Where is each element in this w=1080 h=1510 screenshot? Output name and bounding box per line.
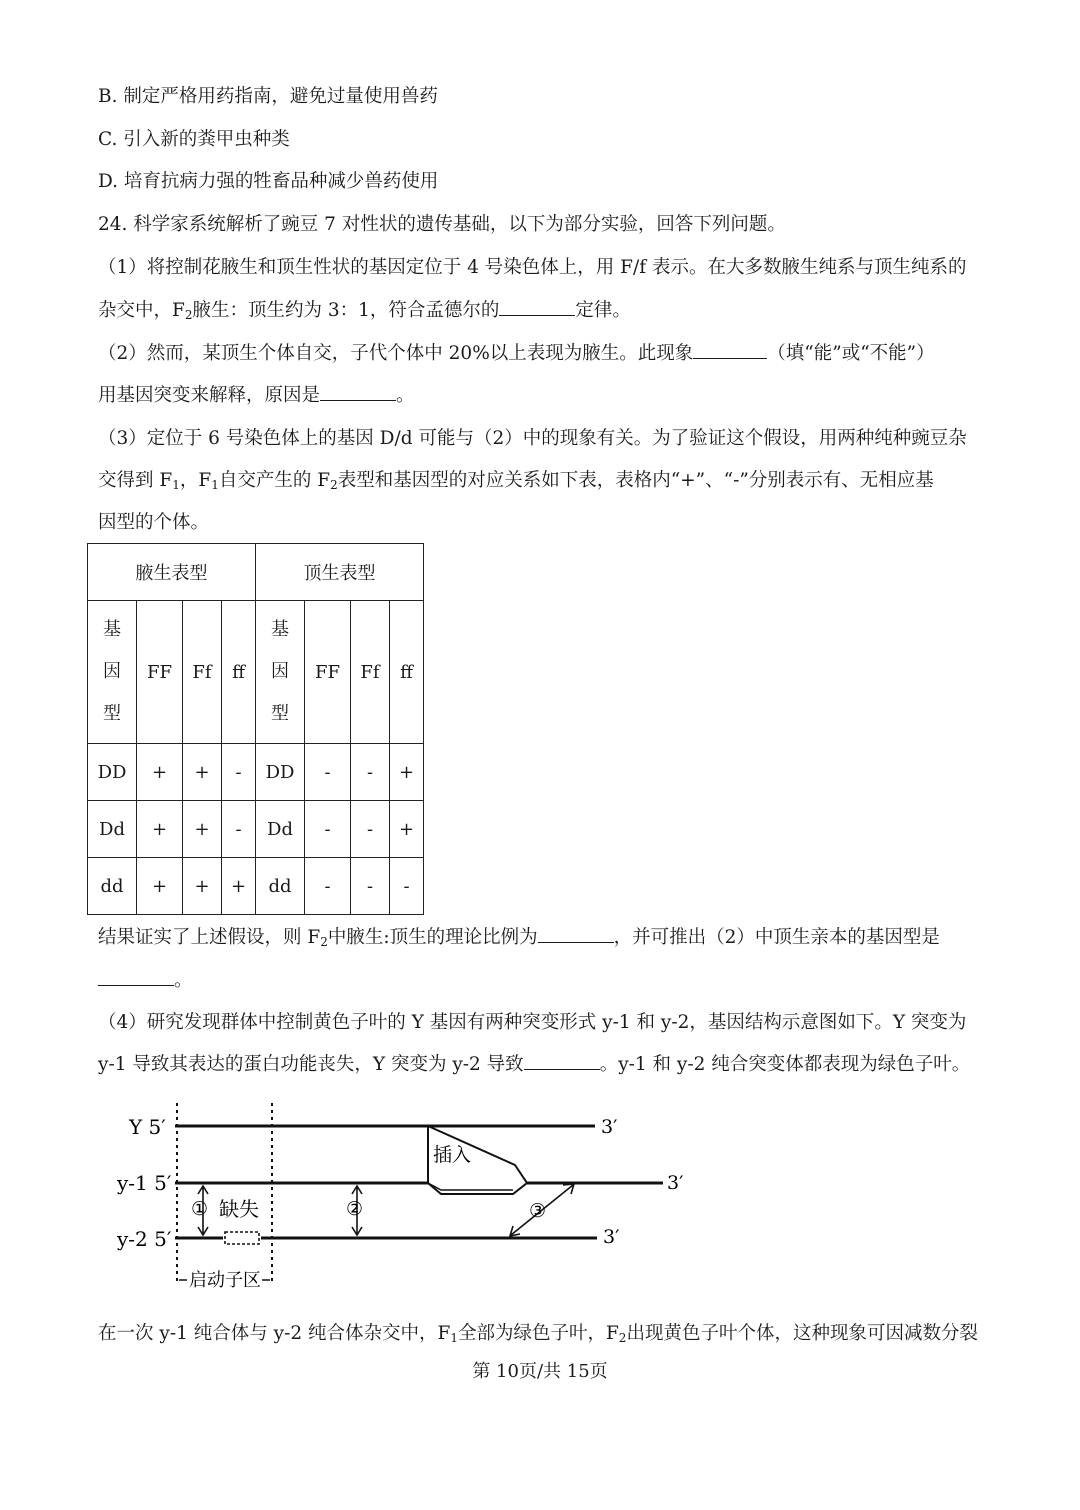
row-label: dd bbox=[88, 858, 137, 915]
q24-part4-line2: y-1 导致其表达的蛋白功能丧失，Y 突变为 y-2 导致 。y-1 和 y-2 纯合突变体都表现为绿色子叶。 bbox=[98, 1051, 984, 1079]
label-y2: y-2 5′ bbox=[117, 1227, 172, 1251]
table-cell: + bbox=[183, 858, 222, 915]
genotype-table bbox=[87, 543, 424, 915]
table-cell: - bbox=[305, 858, 351, 915]
answer-blank[interactable] bbox=[320, 382, 396, 401]
option-d: D. 培育抗病力强的牲畜品种减少兽药使用 bbox=[98, 171, 439, 192]
col-ff-mixed: Ff bbox=[183, 601, 222, 744]
table-cell: - bbox=[351, 858, 390, 915]
table-row bbox=[88, 858, 424, 915]
mark-3: ③ bbox=[529, 1200, 547, 1222]
table-cell: + bbox=[137, 744, 183, 801]
table-cell: + bbox=[390, 801, 424, 858]
header-axillary: 腋生表型 bbox=[88, 544, 256, 601]
answer-blank[interactable] bbox=[538, 924, 614, 943]
table-cell: + bbox=[183, 801, 222, 858]
option-b: B. 制定严格用药指南，避免过量使用兽药 bbox=[98, 86, 438, 107]
q24-part1-line2: 杂交中，$F_2$腋生：顶生约为 3：1，符合孟德尔的 定律。 bbox=[98, 297, 984, 325]
table-cell: - bbox=[222, 744, 256, 801]
answer-blank[interactable] bbox=[499, 297, 575, 316]
deletion-box bbox=[225, 1232, 259, 1244]
answer-blank[interactable] bbox=[524, 1051, 600, 1070]
label-y: Y 5′ bbox=[129, 1115, 166, 1139]
table-cell: + bbox=[222, 858, 256, 915]
col-ff-upper: FF bbox=[305, 601, 351, 744]
table-cell: - bbox=[222, 801, 256, 858]
q24-last-line: 在一次 y-1 纯合体与 y-2 纯合体杂交中，$F_1$全部为绿色子叶，$F_2$出现黄色子叶个体，这种现象可因减数分裂 bbox=[98, 1323, 978, 1345]
table-cell: + bbox=[390, 744, 424, 801]
q24-part3-line3: 因型的个体。 bbox=[98, 512, 210, 533]
answer-blank[interactable] bbox=[98, 967, 174, 986]
mark-1: ① bbox=[191, 1198, 209, 1220]
answer-blank[interactable] bbox=[693, 340, 767, 359]
gene-structure-diagram bbox=[95, 1095, 715, 1300]
q24-stem: 24. 科学家系统解析了豌豆 7 对性状的遗传基础，以下为部分实验，回答下列问题。 bbox=[98, 214, 786, 235]
y2-3prime: 3′ bbox=[603, 1226, 620, 1248]
promoter-label: 启动子区 bbox=[189, 1270, 261, 1291]
q24-part2-line1: （2）然而，某顶生个体自交，子代个体中 20%以上表现为腋生。此现象 （填“能”或“不能”） bbox=[98, 340, 984, 368]
q24-part3-line1: （3）定位于 6 号染色体上的基因 D/d 可能与（2）中的现象有关。为了验证这个假设，用两种纯种豌豆杂 bbox=[98, 428, 967, 449]
page-number: 第 10页/共 15页 bbox=[472, 1361, 608, 1382]
col-ff-lower: ff bbox=[390, 601, 424, 744]
table-cell: + bbox=[137, 858, 183, 915]
table-cell: - bbox=[390, 858, 424, 915]
option-c: C. 引入新的粪甲虫种类 bbox=[98, 129, 290, 150]
table-cell: - bbox=[305, 744, 351, 801]
q24-part2-line2: 用基因突变来解释，原因是 。 bbox=[98, 382, 984, 410]
row-label: DD bbox=[256, 744, 305, 801]
table-cell: + bbox=[183, 744, 222, 801]
table-row bbox=[88, 801, 424, 858]
result-line-2: 。 bbox=[98, 967, 984, 995]
deletion-label: 缺失 bbox=[219, 1197, 259, 1221]
header-terminal: 顶生表型 bbox=[256, 544, 424, 601]
table-cell: + bbox=[137, 801, 183, 858]
result-line: 结果证实了上述假设，则 $F_2$中腋生:顶生的理论比例为 ，并可推出（2）中顶生亲本的基因型是 bbox=[98, 924, 984, 952]
y1-3prime: 3′ bbox=[667, 1172, 684, 1194]
table-row bbox=[88, 744, 424, 801]
row-label: Dd bbox=[88, 801, 137, 858]
col-ff-lower: ff bbox=[222, 601, 256, 744]
row-label: DD bbox=[88, 744, 137, 801]
table-cell: - bbox=[305, 801, 351, 858]
col-ff-mixed: Ff bbox=[351, 601, 390, 744]
row-label: dd bbox=[256, 858, 305, 915]
table-cell: - bbox=[351, 801, 390, 858]
row-label: Dd bbox=[256, 801, 305, 858]
col-ff-upper: FF bbox=[137, 601, 183, 744]
mark-2: ② bbox=[346, 1198, 364, 1220]
q24-part1-line1: （1）将控制花腋生和顶生性状的基因定位于 4 号染色体上，用 F/f 表示。在大多数腋生纯系与顶生纯系的 bbox=[98, 257, 967, 278]
y-3prime: 3′ bbox=[601, 1116, 618, 1138]
insertion-label: 插入 bbox=[433, 1144, 472, 1166]
genotype-label-right: 基 因 型 bbox=[256, 601, 305, 744]
q24-part4-line1: （4）研究发现群体中控制黄色子叶的 Y 基因有两种突变形式 y-1 和 y-2，基因结构示意图如下。Y 突变为 bbox=[98, 1012, 967, 1033]
q24-part3-line2: 交得到 $F_1$，$F_1$自交产生的 $F_2$表型和基因型的对应关系如下表，表格内“+”、“-”分别表示有、无相应基 bbox=[98, 470, 934, 492]
label-y1: y-1 5′ bbox=[117, 1171, 172, 1195]
table-cell: - bbox=[351, 744, 390, 801]
genotype-label-left: 基 因 型 bbox=[88, 601, 137, 744]
